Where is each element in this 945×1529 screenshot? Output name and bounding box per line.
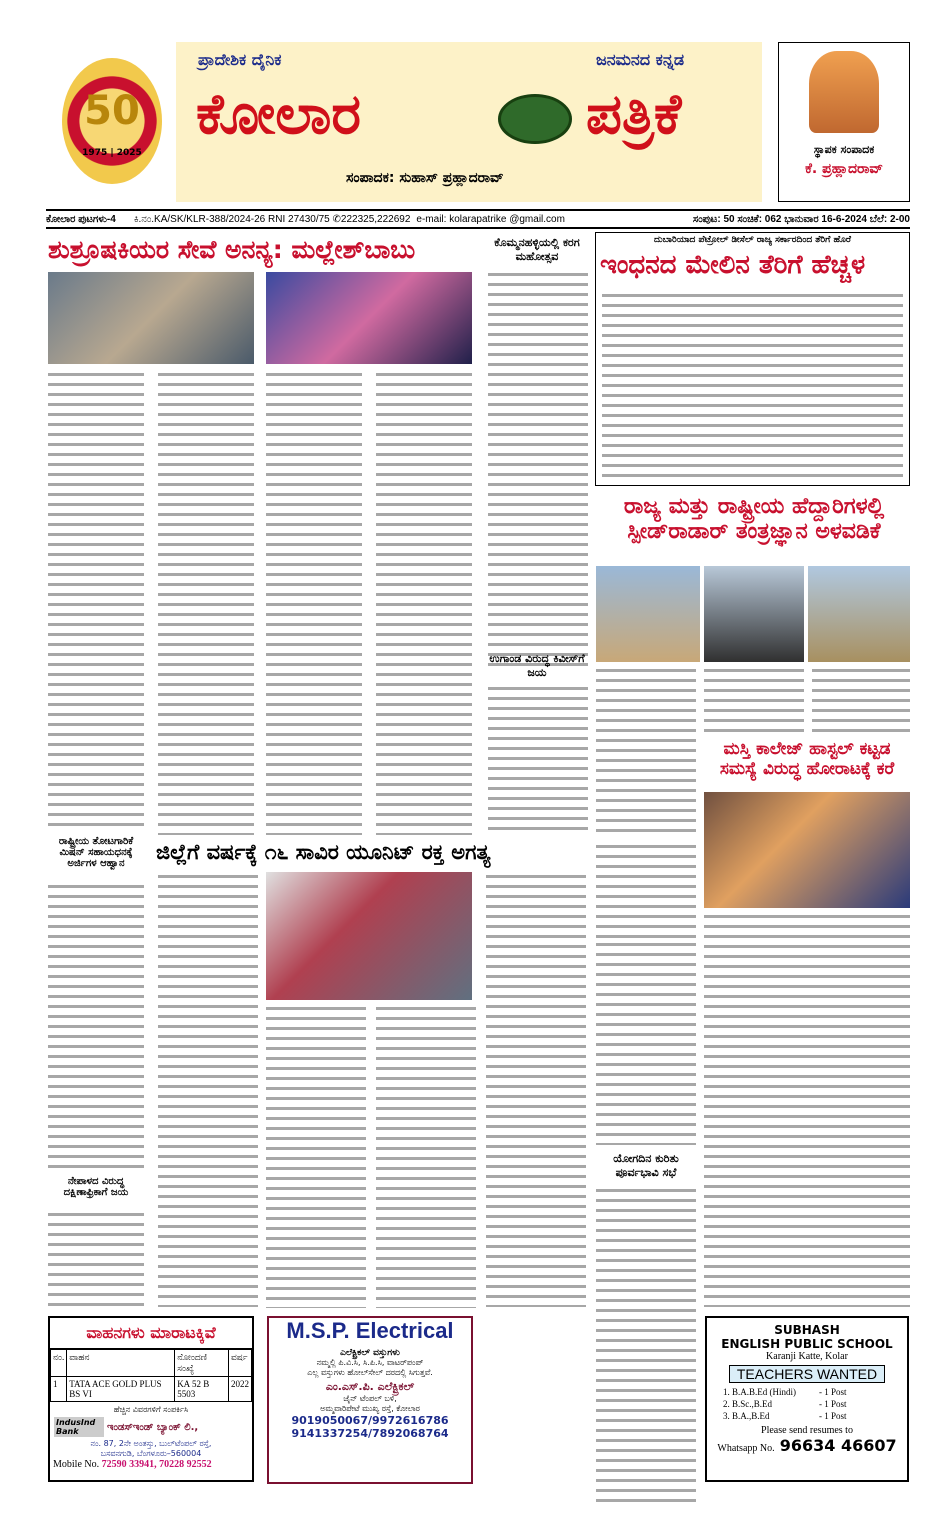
- issue-details: ಸಂಪುಟ: 50 ಸಂಚಿಕೆ: 062 ಭಾನುವಾರ 16-6-2024 ಬೆಲೆ: 2-00: [692, 213, 910, 225]
- post-item: 2. B.Sc.,B.Ed - 1 Post: [723, 1399, 847, 1409]
- vehicle-sale-ad: [48, 1316, 254, 1482]
- bank-name: ಇಂಡಸ್‌ಇಂಡ್ ಬ್ಯಾಂಕ್ ಲಿ.,: [107, 1421, 199, 1433]
- nurses-body-col1: [48, 370, 144, 830]
- fuel-body: [602, 291, 903, 481]
- whatsapp-number: 96634 46607: [779, 1436, 897, 1455]
- horti-headline: ರಾಷ್ಟ್ರೀಯ ತೋಟಗಾರಿಕೆ ಮಿಷನ್ ಸಹಾಯಧನಕ್ಕೆ ಅರ್ಜಿಗಳ ಆಹ್ವಾನ: [58, 836, 134, 869]
- page-count: ಕೋಲಾರ ಪುಟಗಳು-4: [46, 213, 116, 225]
- msp-name: ಎಂ.ಎಸ್.ಪಿ. ಎಲೆಕ್ಟ್ರಿಕಲ್: [325, 1380, 415, 1393]
- posts-list: [707, 1386, 907, 1422]
- indusind-logo: IndusInd Bank: [54, 1417, 104, 1437]
- misc-body: [596, 842, 696, 940]
- mobile-label: Mobile No.: [53, 1459, 100, 1470]
- nurses-photo-2: [266, 272, 472, 364]
- school-name-2: ENGLISH PUBLIC SCHOOL: [721, 1337, 893, 1351]
- post-item: 3. B.A.,B.Ed - 1 Post: [723, 1411, 847, 1421]
- nurses-body-col3: [266, 370, 362, 835]
- hostel-headline: ಮಸ್ತಿ ಕಾಲೇಜ್ ಹಾಸ್ಟಲ್ ಕಟ್ಟಡ ಸಮಸ್ಯೆ ವಿರುದ್ಧ ಹೋರಾಟಕ್ಕೆ ಕರೆ: [719, 739, 895, 779]
- tagline-right: ಜನಮನದ ಕನ್ನಡ: [596, 50, 685, 69]
- contact-label: ಹೆಚ್ಚಿನ ವಿವರಗಳಿಗೆ ಸಂಪರ್ಕಿಸಿ: [113, 1405, 189, 1414]
- th-vehicle: ವಾಹನ: [67, 1350, 175, 1377]
- blood-body-3: [376, 1004, 476, 1308]
- anniversary-logo: [62, 58, 162, 184]
- registration: ಕಿ.ನಂ.KA/SK/KLR-388/2024-26 RNI 27430/75 ✆222325,222692: [133, 213, 411, 225]
- uganda-body: [488, 684, 588, 834]
- info-bar: [46, 209, 910, 229]
- cell: 2022: [228, 1377, 251, 1402]
- fuel-kicker: ದುಬಾರಿಯಾದ ಪೆಟ್ರೋಲ್ ಡೀಸೆಲ್ ರಾಜ್ಯ ಸರ್ಕಾರದಿಂದ ತೆರಿಗೆ ಹೊರೆ: [653, 235, 852, 245]
- blood-body-2: [266, 1004, 366, 1308]
- school-ad: [705, 1316, 909, 1482]
- th-reg: ನೋಂದಣಿ ಸಂಖ್ಯೆ: [175, 1350, 229, 1377]
- msp-phone1: 9019050067/9972616786: [291, 1414, 449, 1427]
- radar-photo-1: [596, 566, 700, 662]
- radar-photo-2: [704, 566, 804, 662]
- table-row: [51, 1377, 252, 1402]
- tagline-left: ಪ್ರಾದೇಶಿಕ ದೈನಿಕ: [198, 50, 282, 69]
- cell: 1: [51, 1377, 67, 1402]
- msp-line1: ಎಲೆಕ್ಟ್ರಿಕಲ್ ವಸ್ತುಗಳು: [340, 1348, 400, 1358]
- title-part2: ಪತ್ರಿಕೆ: [586, 82, 682, 147]
- horti-body: [48, 882, 144, 1172]
- founder-label: ಸ್ಥಾಪಕ ಸಂಪಾದಕ: [813, 143, 875, 156]
- radar-body-1: [596, 666, 696, 836]
- logo-number: 50: [84, 88, 140, 134]
- school-name-1: SUBHASH: [774, 1323, 840, 1337]
- founder-box: [778, 42, 910, 202]
- editor-line: ಸಂಪಾದಕ: ಸುಹಾಸ್ ಪ್ರಹ್ಲಾದರಾವ್: [346, 170, 504, 186]
- nurses-body-col2: [158, 370, 254, 835]
- karaga-headline: ಕೊಮ್ಮನಹಳ್ಳಿಯಲ್ಲಿ ಕರಗ ಮಹೋತ್ಸವ: [494, 236, 580, 263]
- blood-body-1: [158, 872, 258, 1307]
- nurses-photo-1: [48, 272, 254, 364]
- founder-name: ಕೆ. ಪ್ರಹ್ಲಾದರಾವ್: [805, 161, 883, 177]
- school-place: Karanji Katte, Kolar: [766, 1351, 848, 1362]
- vehicle-table: [50, 1349, 252, 1402]
- th-no: ನಂ.: [51, 1350, 67, 1377]
- nurses-body-col4: [376, 370, 472, 835]
- karaga-body: [488, 270, 588, 670]
- th-year: ವರ್ಷ: [228, 1350, 251, 1377]
- radar-body-3: [812, 666, 910, 736]
- msp-line2: ನಮ್ಮಲ್ಲಿ ಪಿ.ವಿ.ಸಿ, ಸಿ.ಪಿ.ಸಿ, ವಾಟರ್‌ಪಂಪ್: [316, 1358, 424, 1367]
- uganda-headline: ಉಗಾಂಡ ವಿರುದ್ಧ ಕಿವೀಸ್‌ಗೆ ಜಯ: [489, 652, 585, 679]
- masthead-banner: [176, 42, 762, 202]
- post-item: 1. B.A.B.Ed (Hindi) - 1 Post: [723, 1387, 847, 1397]
- msp-phone2: 9141337254/7892068764: [291, 1427, 449, 1440]
- title-part1: ಕೋಲಾರ: [196, 82, 361, 147]
- founder-photo: [809, 51, 879, 133]
- logo-years: 1975 | 2025: [82, 148, 142, 158]
- msp-addr2: ಅಮ್ಮವಾರಿಪೇಟೆ ಮುಖ್ಯ ರಸ್ತೆ, ಕೋಲಾರ: [320, 1404, 420, 1413]
- bank-address-1: ನಂ. 87, 2ನೇ ಅಂತಸ್ತು, ಬುಲ್‌ಟೆಂಪಲ್ ರಸ್ತೆ,: [90, 1439, 212, 1448]
- msp-title: M.S.P. Electrical: [286, 1318, 454, 1343]
- send-resumes: Please send resumes to: [761, 1425, 853, 1436]
- blood-body-4: [486, 872, 586, 1307]
- msp-line3: ಎಲ್ಲ ವಸ್ತುಗಳು ಹೋಲ್‌ಸೇಲ್ ದರದಲ್ಲಿ ಸಿಗುತ್ತವೆ.: [307, 1368, 433, 1377]
- vehicle-ad-title: ವಾಹನಗಳು ಮಾರಾಟಕ್ಕಿವೆ: [50, 1318, 252, 1349]
- cell: TATA ACE GOLD PLUS BS VI: [67, 1377, 175, 1402]
- hostel-photo: [704, 792, 910, 908]
- hostel-body: [704, 912, 910, 1307]
- bank-address-2: ಬಸವನಗುಡಿ, ಬೆಂಗಳೂರು–560004: [100, 1449, 202, 1458]
- mobile-numbers: 72590 33941, 70228 92552: [101, 1459, 212, 1470]
- msp-electrical-ad: [267, 1316, 473, 1484]
- nurses-headline: ಶುಶ್ರೂಷಕಿಯರ ಸೇವೆ ಅನನ್ಯ: ಮಲ್ಲೇಶ್‌ಬಾಬು: [48, 235, 416, 264]
- blood-photo: [266, 872, 472, 1000]
- teachers-wanted-banner: TEACHERS WANTED: [729, 1365, 885, 1383]
- msp-addr1: ಜೈನ್ ಟೆಂಪಲ್ ಬಳಿ,: [343, 1394, 397, 1403]
- radar-headline: ರಾಜ್ಯ ಮತ್ತು ರಾಷ್ಟ್ರೀಯ ಹೆದ್ದಾರಿಗಳಲ್ಲಿ ಸ್ಪೀಡ್‌ರಾಡಾರ್ ತಂತ್ರಜ್ಞಾನ ಅಳವಡಿಕೆ: [623, 494, 885, 545]
- radar-photo-3: [808, 566, 910, 662]
- radar-body-2: [704, 666, 804, 736]
- nepal-headline: ನೇಪಾಳದ ವಿರುದ್ಧ ದಕ್ಷಿಣಾಫ್ರಿಕಾಗೆ ಜಯ: [63, 1176, 129, 1198]
- fuel-box: [595, 232, 910, 486]
- nepal-body: [48, 1210, 144, 1310]
- whatsapp-label: Whatsapp No.: [717, 1443, 775, 1454]
- fuel-headline: ಇಂಧನದ ಮೇಲಿನ ತೆರಿಗೆ ಹೆಚ್ಚಳ: [600, 250, 866, 280]
- yoga-headline: ಯೋಗದಿನ ಕುರಿತು ಪೂರ್ವಭಾವಿ ಸಭೆ: [613, 1152, 679, 1179]
- email[interactable]: e-mail: kolarapatrike @gmail.com: [416, 213, 565, 225]
- elephant-emblem-icon: [498, 94, 572, 144]
- cell: KA 52 B 5503: [175, 1377, 229, 1402]
- yoga-body: [596, 1186, 696, 1506]
- blood-headline: ಜಿಲ್ಲೆಗೆ ವರ್ಷಕ್ಕೆ ೧೬ ಸಾವಿರ ಯೂನಿಟ್ ರಕ್ತ ಅಗತ್ಯ: [156, 840, 491, 864]
- misc-body-2: [596, 940, 696, 1145]
